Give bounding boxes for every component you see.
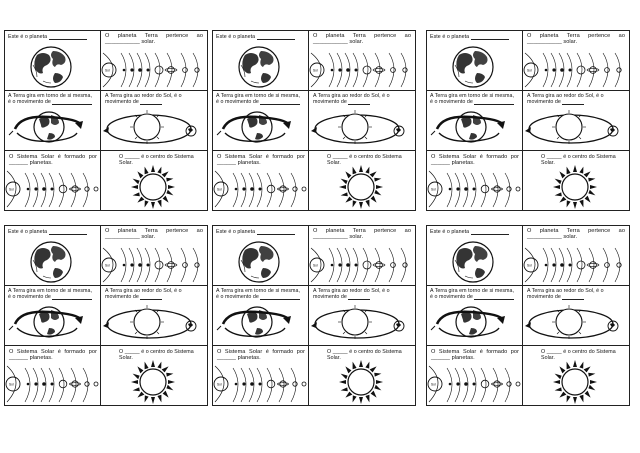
earth-rotation-icon [213,91,309,151]
q5-text: O Sistema Solar é formado por ______ planetas. [9,154,97,167]
q2-text: O planeta Terra pertence ao ___________ solar. [105,228,203,241]
q1-text: Este é o planeta [430,34,470,40]
cell-sun-question [309,346,415,405]
q6-text-line2: Solar. [541,160,555,167]
cell-planet-question [427,31,523,91]
sun-icon [309,346,415,405]
sun-label: Sol [105,263,110,268]
earth-rotation-icon [213,286,309,346]
sun-label: Sol [105,68,110,73]
solar-system-icon [101,31,207,91]
earth-rotation-icon [427,91,523,151]
solar-system-icon [213,346,309,405]
q2-text: O planeta Terra pertence ao ___________ solar. [527,33,625,46]
q3-text-line1: A Terra gira em torno de si mesma, [8,288,93,294]
cell-rotation-question [5,91,101,151]
q4-text: A Terra gira ao redor do Sol, é o movimento de [105,288,182,301]
q1-text: Este é o planeta [216,34,256,40]
cell-rotation-question [5,286,101,346]
q2-text: O planeta Terra pertence ao ___________ solar. [313,228,411,241]
q3-text-line2: é o movimento de [216,99,259,106]
solar-system-icon [101,226,207,286]
cell-orbit-question [101,286,207,346]
solar-system-icon [213,151,309,210]
q4-text: A Terra gira ao redor do Sol, é o movimento de [527,288,604,301]
q6-text-line1: O _____ é o centro do Sistema [327,349,402,355]
sun-label: Sol [9,187,14,192]
q6-text-line1: O _____ é o centro do Sistema [119,154,194,160]
cell-sun-question [101,346,207,405]
cell-orbit-question [309,286,415,346]
q2-text: O planeta Terra pertence ao ___________ solar. [105,33,203,46]
q6-text-line1: O _____ é o centro do Sistema [541,154,616,160]
sun-label: Sol [431,187,436,192]
q5-text: O Sistema Solar é formado por ______ planetas. [9,349,97,362]
earth-orbit-icon [309,91,415,151]
q2-text: O planeta Terra pertence ao ___________ solar. [527,228,625,241]
solar-system-icon [427,151,523,210]
worksheet-card-3 [426,30,630,211]
q3-text-line1: A Terra gira em torno de si mesma, [8,93,93,99]
q1-text: Este é o planeta [216,229,256,235]
cell-planet-count-question [427,151,523,210]
cell-planet-count-question [5,346,101,405]
q1-text: Este é o planeta [430,229,470,235]
cell-sun-question [523,346,629,405]
earth-globe-icon [213,31,309,91]
q5-text: O Sistema Solar é formado por ______ planetas. [431,154,519,167]
cell-solar-system-question [523,226,629,286]
earth-globe-icon [427,31,523,91]
q6-text-line2: Solar. [327,160,341,167]
q6-text-line2: Solar. [119,160,133,167]
q5-text: O Sistema Solar é formado por ______ planetas. [217,349,305,362]
q3-text-line2: é o movimento de [430,99,473,106]
worksheet-card-5 [212,225,416,406]
earth-orbit-icon [309,286,415,346]
cell-orbit-question [523,286,629,346]
cell-sun-question [309,151,415,210]
cell-orbit-question [101,91,207,151]
q4-text: A Terra gira ao redor do Sol, é o movimento de [527,93,604,106]
q3-text-line2: é o movimento de [8,294,51,301]
sun-icon [523,346,629,405]
cell-orbit-question [523,91,629,151]
cell-rotation-question [427,91,523,151]
sun-label: Sol [431,382,436,387]
q3-text-line2: é o movimento de [216,294,259,301]
sun-label: Sol [527,263,532,268]
q5-text: O Sistema Solar é formado por ______ planetas. [217,154,305,167]
worksheet-card-1 [4,30,208,211]
sun-icon [309,151,415,210]
cell-planet-count-question [213,151,309,210]
cell-planet-count-question [427,346,523,405]
q4-text: A Terra gira ao redor do Sol, é o movimento de [105,93,182,106]
q4-text: A Terra gira ao redor do Sol, é o movimento de [313,93,390,106]
sun-icon [523,151,629,210]
q3-text-line1: A Terra gira em torno de si mesma, [430,93,515,99]
solar-system-icon [5,151,101,210]
solar-system-icon [427,346,523,405]
cell-planet-question [427,226,523,286]
solar-system-icon [309,31,415,91]
q3-text-line2: é o movimento de [8,99,51,106]
q6-text-line1: O _____ é o centro do Sistema [119,349,194,355]
solar-system-icon [523,31,629,91]
cell-planet-count-question [213,346,309,405]
q4-text: A Terra gira ao redor do Sol, é o movimento de [313,288,390,301]
sun-label: Sol [217,187,222,192]
sun-label: Sol [217,382,222,387]
earth-orbit-icon [523,91,629,151]
cell-planet-count-question [5,151,101,210]
q3-text-line1: A Terra gira em torno de si mesma, [216,288,301,294]
worksheet-card-6 [426,225,630,406]
q3-text-line1: A Terra gira em torno de si mesma, [430,288,515,294]
earth-globe-icon [213,226,309,286]
cell-planet-question [5,31,101,91]
earth-rotation-icon [427,286,523,346]
cell-orbit-question [309,91,415,151]
cell-sun-question [523,151,629,210]
q6-text-line2: Solar. [327,355,341,362]
cell-planet-question [213,31,309,91]
solar-system-icon [523,226,629,286]
q2-text: O planeta Terra pertence ao ___________ solar. [313,33,411,46]
cell-sun-question [101,151,207,210]
sun-icon [101,151,207,210]
cell-solar-system-question [101,31,207,91]
earth-globe-icon [427,226,523,286]
sun-label: Sol [313,68,318,73]
cell-planet-question [213,226,309,286]
sun-icon [101,346,207,405]
sun-label: Sol [313,263,318,268]
cell-rotation-question [213,286,309,346]
earth-rotation-icon [5,91,101,151]
earth-orbit-icon [101,286,207,346]
earth-orbit-icon [523,286,629,346]
q6-text-line2: Solar. [119,355,133,362]
earth-globe-icon [5,31,101,91]
cell-rotation-question [213,91,309,151]
earth-orbit-icon [101,91,207,151]
q6-text-line1: O _____ é o centro do Sistema [541,349,616,355]
worksheet-card-4 [4,225,208,406]
sun-label: Sol [527,68,532,73]
q5-text: O Sistema Solar é formado por ______ planetas. [431,349,519,362]
q6-text-line1: O _____ é o centro do Sistema [327,154,402,160]
cell-planet-question [5,226,101,286]
q1-text: Este é o planeta [8,34,48,40]
solar-system-icon [5,346,101,405]
solar-system-icon [309,226,415,286]
worksheet-card-2 [212,30,416,211]
cell-solar-system-question [309,31,415,91]
cell-solar-system-question [309,226,415,286]
q6-text-line2: Solar. [541,355,555,362]
cell-rotation-question [427,286,523,346]
earth-rotation-icon [5,286,101,346]
earth-globe-icon [5,226,101,286]
cell-solar-system-question [101,226,207,286]
sun-label: Sol [9,382,14,387]
q3-text-line1: A Terra gira em torno de si mesma, [216,93,301,99]
q3-text-line2: é o movimento de [430,294,473,301]
q1-text: Este é o planeta [8,229,48,235]
cell-solar-system-question [523,31,629,91]
